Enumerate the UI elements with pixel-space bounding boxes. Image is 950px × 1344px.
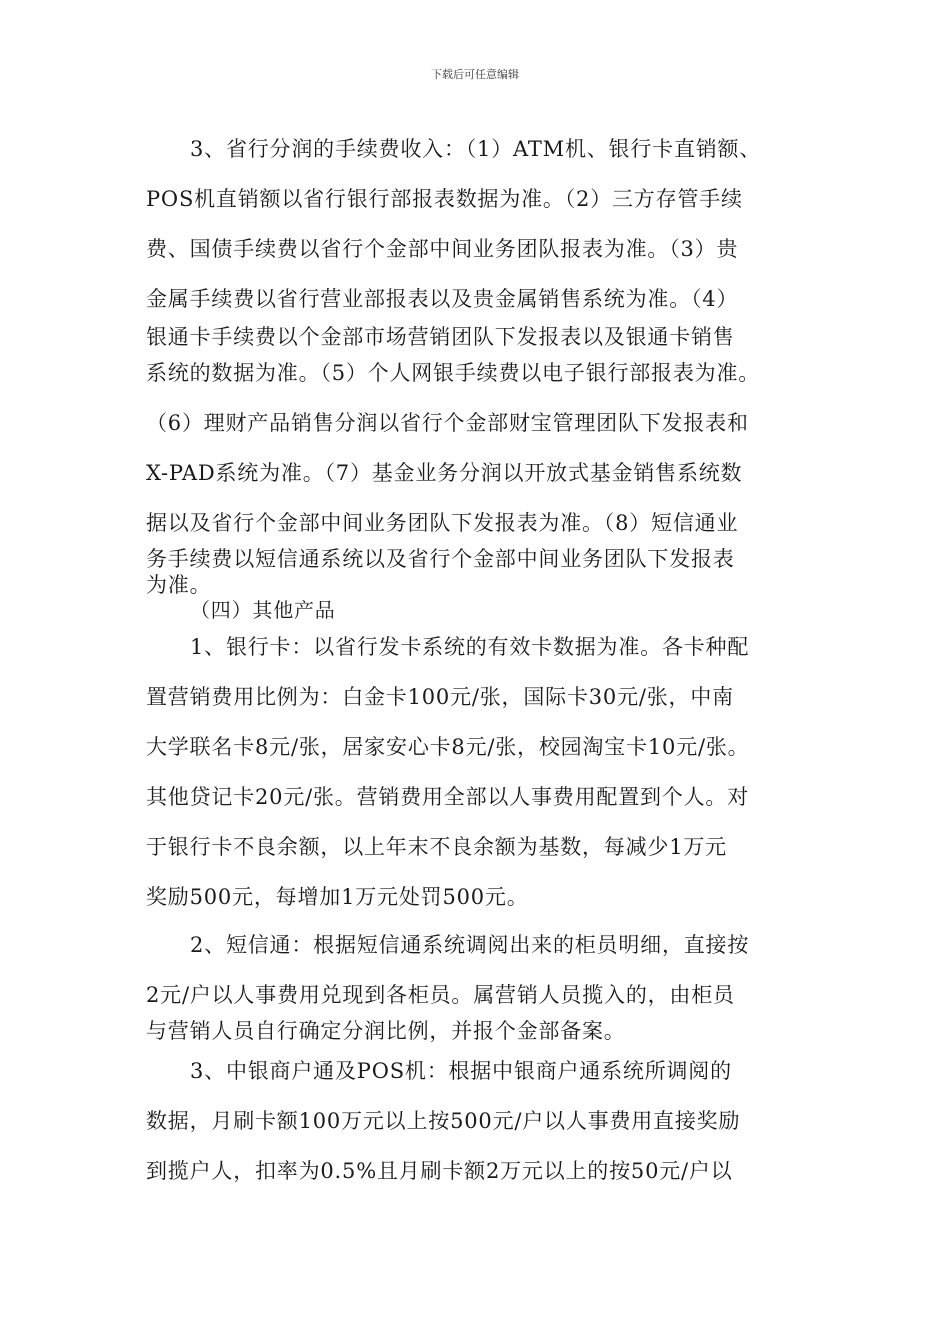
text-line: X-PAD系统为准。（7）基金业务分润以开放式基金销售系统数 bbox=[146, 461, 743, 485]
text-line: 金属手续费以省行营业部报表以及贵金属销售系统为准。（4） bbox=[146, 287, 739, 311]
text-line: 其他贷记卡20元/张。营销费用全部以人事费用配置到个人。对 bbox=[146, 785, 749, 809]
section-heading: （四）其他产品 bbox=[190, 598, 336, 622]
text-line: POS机直销额以省行银行部报表数据为准。（2）三方存管手续 bbox=[146, 187, 743, 211]
text-line: 系统的数据为准。（5）个人网银手续费以电子银行部报表为准。 bbox=[146, 361, 761, 385]
text-line: 置营销费用比例为：白金卡100元/张，国际卡30元/张，中南 bbox=[146, 685, 734, 709]
page-header: 下载后可任意编辑 bbox=[431, 68, 519, 81]
text-line: 到揽户人，扣率为0.5%且月刷卡额2万元以上的按50元/户以 bbox=[146, 1159, 733, 1183]
text-line: 费、国债手续费以省行个金部中间业务团队报表为准。（3）贵 bbox=[146, 237, 739, 261]
text-line: 为准。 bbox=[146, 573, 212, 597]
text-line: 据以及省行个金部中间业务团队下发报表为准。（8）短信通业 bbox=[146, 511, 739, 535]
text-line: 1、银行卡：以省行发卡系统的有效卡数据为准。各卡种配 bbox=[190, 635, 750, 659]
text-line: 奖励500元，每增加1万元处罚500元。 bbox=[146, 885, 529, 909]
text-line: 于银行卡不良余额，以上年末不良余额为基数，每减少1万元 bbox=[146, 835, 727, 859]
text-line: 大学联名卡8元/张，居家安心卡8元/张，校园淘宝卡10元/张。 bbox=[146, 735, 750, 759]
text-line: 务手续费以短信通系统以及省行个金部中间业务团队下发报表 bbox=[146, 547, 735, 571]
text-line: 2元/户以人事费用兑现到各柜员。属营销人员揽入的，由柜员 bbox=[146, 983, 735, 1007]
text-line: 银通卡手续费以个金部市场营销团队下发报表以及银通卡销售 bbox=[146, 325, 735, 349]
text-line: 3、中银商户通及POS机：根据中银商户通系统所调阅的 bbox=[190, 1059, 732, 1083]
text-line: 与营销人员自行确定分润比例，并报个金部备案。 bbox=[146, 1019, 626, 1043]
text-line: 数据，月刷卡额100万元以上按500元/户以人事费用直接奖励 bbox=[146, 1109, 741, 1133]
text-line: 3、省行分润的手续费收入：（1）ATM机、银行卡直销额、 bbox=[190, 137, 762, 161]
text-line: 2、短信通：根据短信通系统调阅出来的柜员明细，直接按 bbox=[190, 933, 750, 957]
text-line: （6）理财产品销售分润以省行个金部财宝管理团队下发报表和 bbox=[146, 411, 749, 435]
